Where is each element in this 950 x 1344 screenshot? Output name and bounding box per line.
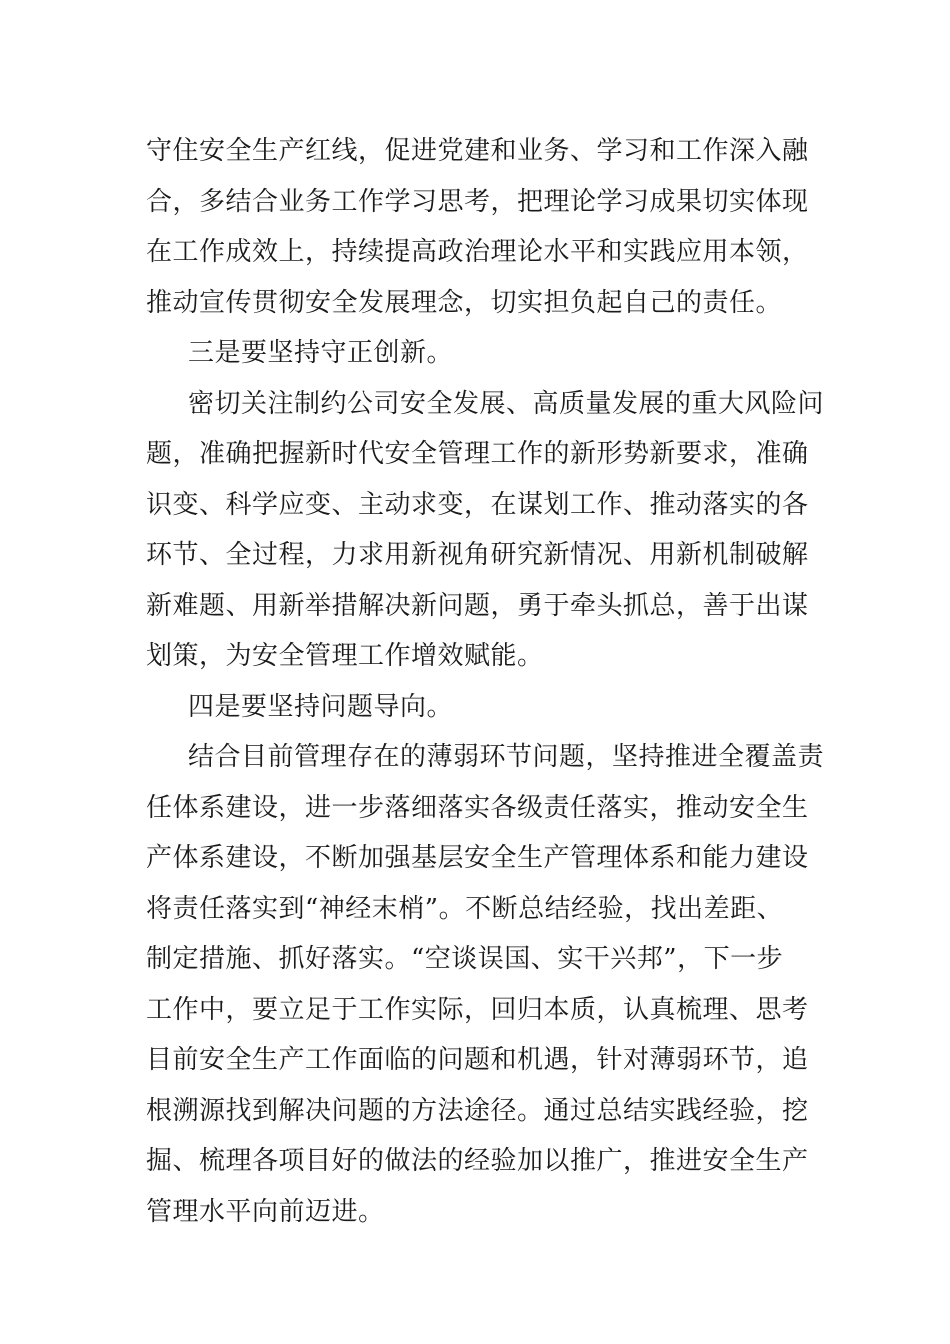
heading-line: 三是要坚持守正创新。 bbox=[188, 338, 454, 368]
text-line: 制定措施、抓好落实。“空谈误国、实干兴邦”，下一步 bbox=[146, 944, 784, 974]
section-heading-four bbox=[146, 682, 816, 733]
text-line: 工作中，要立足于工作实际，回归本质，认真梳理、思考 bbox=[146, 994, 809, 1025]
section-heading-three bbox=[146, 328, 816, 379]
paragraph-innovation bbox=[146, 379, 825, 682]
text-line: 根溯源找到解决问题的方法途径。通过总结实践经验，挖 bbox=[146, 1095, 809, 1126]
text-line: 环节、全过程，力求用新视角研究新情况、用新机制破解 bbox=[146, 540, 809, 570]
document-body bbox=[146, 126, 825, 1237]
text-line: 产体系建设，不断加强基层安全生产管理体系和能力建设 bbox=[146, 843, 809, 873]
text-line: 题，准确把握新时代安全管理工作的新形势新要求，准确 bbox=[146, 439, 809, 469]
text-line: 守住安全生产红线，促进党建和业务、学习和工作深入融 bbox=[146, 136, 809, 166]
text-line: 掘、梳理各项目好的做法的经验加以推广，推进安全生产 bbox=[146, 1146, 809, 1176]
text-line: 管理水平向前迈进。 bbox=[146, 1196, 385, 1227]
text-line: 结合目前管理存在的薄弱环节问题，坚持推进全覆盖责 bbox=[188, 742, 825, 772]
paragraph-problem-oriented bbox=[146, 732, 825, 1237]
text-line: 合，多结合业务工作学习思考，把理论学习成果切实体现 bbox=[146, 186, 809, 217]
text-line: 划策，为安全管理工作增效赋能。 bbox=[146, 641, 544, 671]
text-line: 在工作成效上，持续提高政治理论水平和实践应用本领， bbox=[146, 237, 809, 267]
text-line: 任体系建设，进一步落细落实各级责任落实，推动安全生 bbox=[146, 792, 809, 823]
text-line: 密切关注制约公司安全发展、高质量发展的重大风险问 bbox=[188, 388, 825, 419]
text-line: 新难题、用新举措解决新问题，勇于牵头抓总，善于出谋 bbox=[146, 590, 809, 621]
text-line: 目前安全生产工作面临的问题和机遇，针对薄弱环节，追 bbox=[146, 1045, 809, 1075]
heading-line: 四是要坚持问题导向。 bbox=[188, 691, 454, 722]
text-line: 推动宣传贯彻安全发展理念，切实担负起自己的责任。 bbox=[146, 287, 783, 318]
text-line: 识变、科学应变、主动求变，在谋划工作、推动落实的各 bbox=[146, 489, 809, 520]
paragraph-continued bbox=[146, 126, 816, 328]
text-line: 将责任落实到“神经末梢”。不断总结经验，找出差距、 bbox=[146, 893, 784, 924]
